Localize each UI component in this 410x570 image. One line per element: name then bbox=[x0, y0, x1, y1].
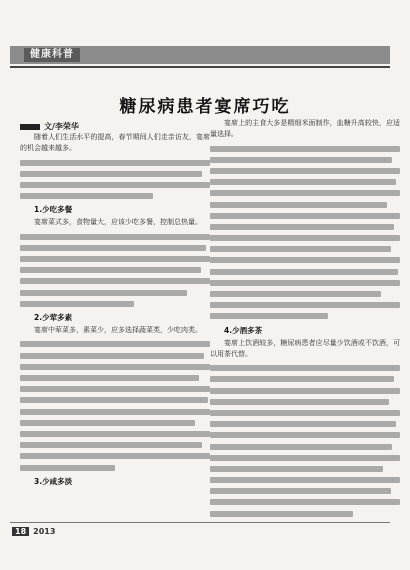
section-heading-2: 2.少荤多素 bbox=[34, 313, 73, 323]
page-number: 18 bbox=[12, 527, 29, 536]
section-paragraph-1: 宴席菜式多，食物量大，应该少吃多餐，控制总热量。 bbox=[34, 218, 202, 227]
section-tag: 健康科普 bbox=[24, 48, 80, 62]
right-paragraph-1: 宴席上的主食大多是精细米面制作，血糖升高较快，应适量选择。 bbox=[210, 119, 400, 139]
right-column bbox=[210, 118, 400, 517]
filler-text-block bbox=[210, 146, 400, 320]
section-header-band bbox=[10, 46, 390, 64]
section-paragraph-2: 宴席中荤菜多，素菜少，应多选择蔬菜类，少吃肉类。 bbox=[34, 326, 202, 335]
right-paragraph-2: 宴席上饮酒较多，糖尿病患者应尽量少饮酒或不饮酒，可以用茶代替。 bbox=[210, 338, 400, 358]
section-heading-1: 1.少吃多餐 bbox=[34, 205, 73, 215]
section-heading-3: 3.少咸多淡 bbox=[34, 476, 73, 486]
article-title: 糖尿病患者宴席巧吃 bbox=[119, 97, 291, 117]
intro-paragraph: 随着人们生活水平的提高，春节期间人们走亲访友，宴席的机会越来越多。 bbox=[20, 133, 210, 153]
filler-text-block bbox=[20, 341, 210, 470]
left-column bbox=[20, 132, 210, 517]
page-footer bbox=[12, 527, 55, 539]
section-heading-4: 4.少酒多茶 bbox=[224, 325, 263, 335]
issue-label: 2013 bbox=[33, 527, 56, 536]
filler-text-block bbox=[210, 365, 400, 516]
footer-rule bbox=[10, 522, 390, 523]
byline-text: 文/李荣华 bbox=[44, 122, 79, 131]
filler-text-block bbox=[20, 234, 210, 307]
byline-marker bbox=[20, 124, 40, 130]
header-rule bbox=[10, 66, 390, 68]
byline bbox=[20, 121, 210, 132]
filler-text-block bbox=[20, 160, 210, 200]
